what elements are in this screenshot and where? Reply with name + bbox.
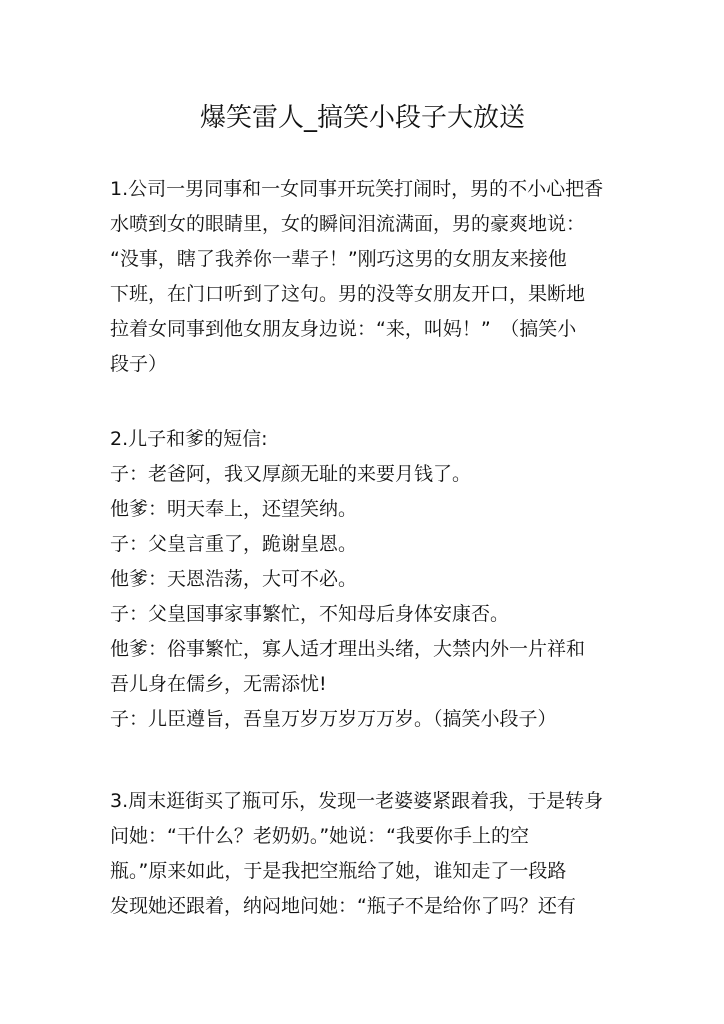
text-line: 1.公司一男同事和一女同事开玩笑打闹时，男的不小心把香 — [110, 178, 604, 200]
text-line: 子：父皇国事家事繁忙，不知母后身体安康否。 — [110, 603, 510, 625]
text-line: “没事，瞎了我养你一辈子！”刚巧这男的女朋友来接他 — [110, 248, 567, 270]
paragraph-joke-3 — [110, 784, 615, 924]
text-line: 吾儿身在儒乡，无需添忧! — [110, 673, 327, 695]
text-line: 子：老爸阿，我又厚颜无耻的来要月钱了。 — [110, 463, 472, 485]
paragraph-joke-2 — [110, 422, 615, 737]
text-line: 他爹：俗事繁忙，寡人适才理出头绪，大禁内外一片祥和 — [110, 638, 586, 660]
paragraph-joke-1 — [110, 172, 615, 382]
page-title: 爆笑雷人_搞笑小段子大放送 — [199, 103, 525, 133]
text-line: 子：儿臣遵旨，吾皇万岁万岁万万岁。（搞笑小段子） — [110, 708, 557, 730]
text-line: 3.周末逛街买了瓶可乐，发现一老婆婆紧跟着我，于是转身 — [110, 790, 604, 812]
text-line: 瓶。”原来如此，于是我把空瓶给了她，谁知走了一段路 — [110, 860, 567, 882]
text-line: 2.儿子和爹的短信: — [110, 428, 268, 450]
text-line: 段子） — [110, 353, 168, 375]
text-line: 他爹：天恩浩荡，大可不必。 — [110, 568, 358, 590]
text-line: 水喷到女的眼睛里，女的瞬间泪流满面，男的豪爽地说： — [110, 213, 586, 235]
text-line: 他爹：明天奉上，还望笑纳。 — [110, 498, 358, 520]
text-line: 下班，在门口听到了这句。男的没等女朋友开口，果断地 — [110, 283, 586, 305]
text-line: 子：父皇言重了，跪谢皇恩。 — [110, 533, 358, 555]
text-line: 发现她还跟着，纳闷地问她：“瓶子不是给你了吗？还有 — [110, 895, 576, 917]
text-line: 拉着女同事到他女朋友身边说：“来，叫妈！” （搞笑小 — [110, 318, 577, 340]
text-line: 问她：“干什么？老奶奶。”她说：“我要你手上的空 — [110, 825, 530, 847]
